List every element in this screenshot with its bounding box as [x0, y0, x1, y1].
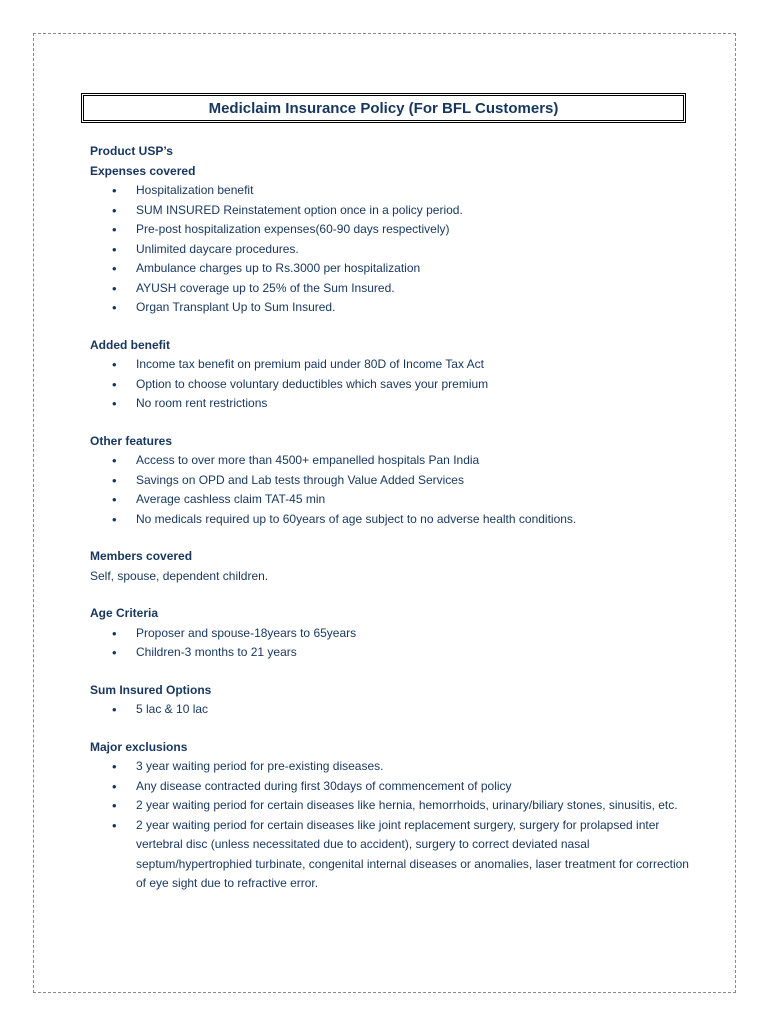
section-other-features: [90, 432, 690, 530]
list-item: • Proposer and spouse-18years to 65years: [90, 624, 690, 644]
section-heading: Age Criteria: [90, 606, 159, 620]
list-item: • Hospitalization benefit: [90, 181, 690, 201]
list-item: • AYUSH coverage up to 25% of the Sum Insured.: [90, 279, 690, 299]
section-heading: Members covered: [90, 549, 193, 563]
list-item: • 5 lac & 10 lac: [90, 700, 690, 720]
list-item: • 2 year waiting period for certain diseases like joint replacement surgery, surgery for prolapsed inter vertebral disc (unless necessitated due to accident), surgery to correct deviated nasal septum/hypertrophied turbinate, congenital internal diseases or anomalies, laser treatment for correction of eye sight due to refractive error.: [90, 816, 690, 894]
section-members-covered: [90, 547, 690, 586]
list-item: • Pre-post hospitalization expenses(60-90 days respectively): [90, 220, 690, 240]
list-item: • Option to choose voluntary deductibles which saves your premium: [90, 375, 690, 395]
list-item: • SUM INSURED Reinstatement option once in a policy period.: [90, 201, 690, 221]
members-text: Self, spouse, dependent children.: [90, 568, 269, 583]
list-item: • No room rent restrictions: [90, 394, 690, 414]
list-item: • 3 year waiting period for pre-existing diseases.: [90, 757, 690, 777]
list-item: • Average cashless claim TAT-45 min: [90, 490, 690, 510]
section-heading: Major exclusions: [90, 739, 188, 754]
document-title: Mediclaim Insurance Policy (For BFL Customers): [81, 93, 686, 123]
section-subheading: Expenses covered: [90, 163, 196, 178]
bullet-list: [90, 757, 690, 894]
section-heading: Other features: [90, 433, 173, 448]
document-body: [90, 142, 690, 912]
list-item: • 2 year waiting period for certain diseases like hernia, hemorrhoids, urinary/biliary stones, sinusitis, etc.: [90, 796, 690, 816]
list-item: • Savings on OPD and Lab tests through Value Added Services: [90, 471, 690, 491]
bullet-list: [90, 700, 690, 720]
list-item: • No medicals required up to 60years of age subject to no adverse health conditions.: [90, 510, 690, 530]
section-heading: Sum Insured Options: [90, 682, 212, 697]
list-item: • Any disease contracted during first 30days of commencement of policy: [90, 777, 690, 797]
list-item: • Unlimited daycare procedures.: [90, 240, 690, 260]
section-sum-insured: [90, 681, 690, 720]
section-heading: Product USP’s: [90, 144, 173, 158]
section-major-exclusions: [90, 738, 690, 894]
bullet-list: [90, 355, 690, 414]
section-heading: Added benefit: [90, 337, 170, 352]
list-item: • Access to over more than 4500+ empanelled hospitals Pan India: [90, 451, 690, 471]
bullet-list: [90, 181, 690, 318]
section-product-usp: [90, 142, 690, 318]
bullet-list: [90, 451, 690, 529]
list-item: • Children-3 months to 21 years: [90, 643, 690, 663]
section-age-criteria: [90, 604, 690, 663]
bullet-list: [90, 624, 690, 663]
section-added-benefit: [90, 336, 690, 414]
list-item: • Ambulance charges up to Rs.3000 per hospitalization: [90, 259, 690, 279]
list-item: • Organ Transplant Up to Sum Insured.: [90, 298, 690, 318]
list-item: • Income tax benefit on premium paid under 80D of Income Tax Act: [90, 355, 690, 375]
